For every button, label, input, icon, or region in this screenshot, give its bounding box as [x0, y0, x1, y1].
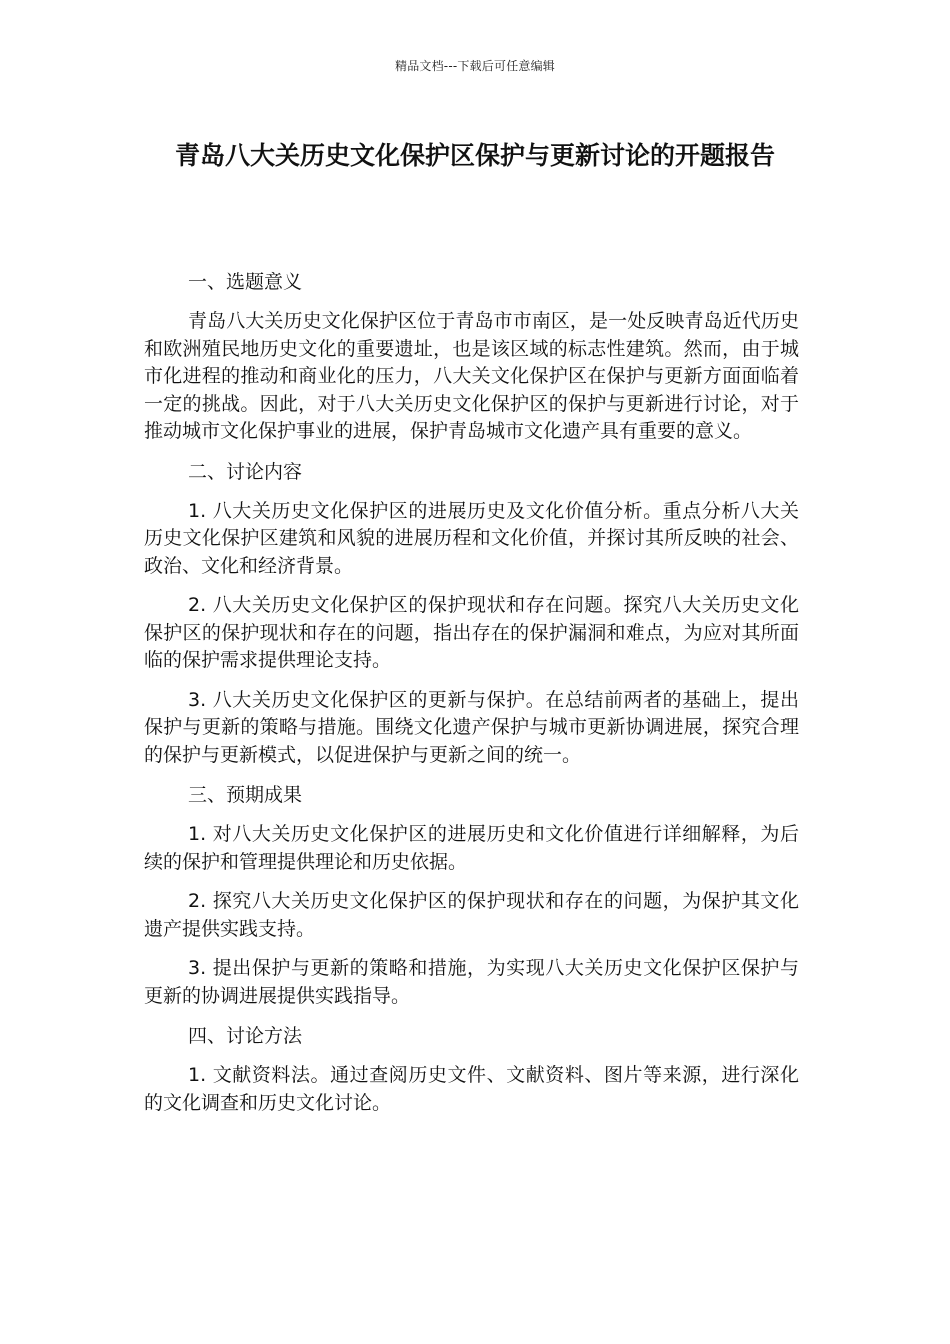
section-expected-results	[144, 781, 799, 1010]
page-header: 精品文档---下载后可任意编辑	[395, 59, 555, 73]
paragraph: 3. 八大关历史文化保护区的更新与保护。在总结前两者的基础上，提出保护与更新的策略与措施。围绕文化遗产保护与城市更新协调进展，探究合理的保护与更新模式，以促进保护与更新之间的统一。	[144, 688, 799, 766]
paragraph: 1. 文献资料法。通过查阅历史文件、文献资料、图片等来源，进行深化的文化调查和历史文化讨论。	[144, 1064, 799, 1114]
section-heading: 一、选题意义	[188, 271, 303, 293]
section-research-methods	[144, 1022, 799, 1117]
section-heading: 三、预期成果	[188, 784, 303, 806]
paragraph: 青岛八大关历史文化保护区位于青岛市市南区，是一处反映青岛近代历史和欧洲殖民地历史文化的重要遗址，也是该区域的标志性建筑。然而，由于城市化进程的推动和商业化的压力，八大关文化保护区在保护与更新方面面临着一定的挑战。因此，对于八大关历史文化保护区的保护与更新进行讨论，对于推动城市文化保护事业的进展，保护青岛城市文化遗产具有重要的意义。	[144, 310, 799, 442]
document-body	[144, 268, 799, 1129]
paragraph: 3. 提出保护与更新的策略和措施，为实现八大关历史文化保护区保护与更新的协调进展提供实践指导。	[144, 957, 799, 1007]
section-heading: 二、讨论内容	[188, 460, 303, 483]
section-heading: 四、讨论方法	[188, 1025, 303, 1047]
paragraph: 2. 八大关历史文化保护区的保护现状和存在问题。探究八大关历史文化保护区的保护现状和存在的问题，指出存在的保护漏洞和难点，为应对其所面临的保护需求提供理论支持。	[144, 594, 799, 671]
document-title: 青岛八大关历史文化保护区保护与更新讨论的开题报告	[174, 141, 775, 170]
paragraph: 1. 对八大关历史文化保护区的进展历史和文化价值进行详细解释，为后续的保护和管理提供理论和历史依据。	[144, 823, 799, 873]
paragraph: 2. 探究八大关历史文化保护区的保护现状和存在的问题，为保护其文化遗产提供实践支持。	[144, 890, 799, 940]
section-significance	[144, 268, 799, 446]
paragraph: 1. 八大关历史文化保护区的进展历史及文化价值分析。重点分析八大关历史文化保护区建筑和风貌的进展历程和文化价值，并探讨其所反映的社会、政治、文化和经济背景。	[144, 499, 799, 577]
section-research-content	[144, 458, 799, 770]
